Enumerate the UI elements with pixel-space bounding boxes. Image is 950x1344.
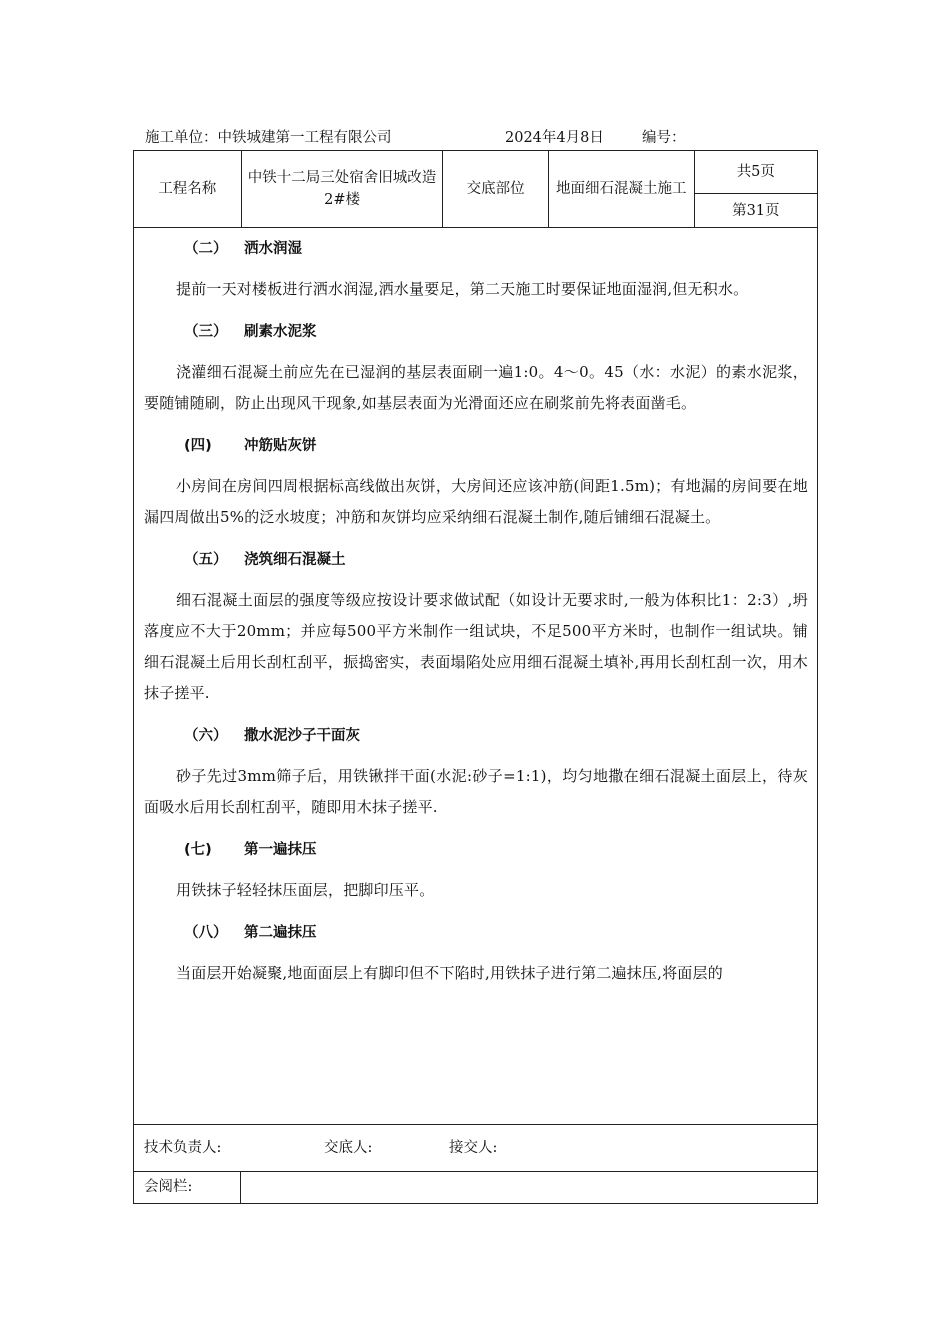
section-number: (七) [184,842,212,858]
receiver-label: 接交人: [449,1140,498,1156]
section-heading [144,918,808,948]
project-name-label: 工程名称 [134,151,242,228]
signature-footer [133,1124,818,1204]
section-heading [144,835,808,865]
section-paragraph: 用铁抹子轻轻抹压面层，把脚印压平。 [176,881,435,899]
review-cell [240,1172,818,1203]
section-heading [144,234,808,264]
section-number: （八） [184,925,228,941]
handover-part-value: 地面细石混凝土施工 [548,151,694,228]
section-title: 洒水润湿 [244,241,302,257]
section-paragraph: 当面层开始凝聚,地面面层上有脚印但不下陷时,用铁抹子进行第二遍抹压,将面层的 [176,964,723,982]
section-paragraph: 砂子先过3mm筛子后，用铁锹拌干面(水泥:砂子=1:1)，均匀地撒在细石混凝土面层上，待灰面吸水后用长刮杠刮平，随即用木抹子搓平. [144,767,808,816]
handover-part-label: 交底部位 [443,151,548,228]
section-heading [144,431,808,461]
info-table [133,150,818,228]
page-number: 第31页 [694,194,817,228]
section-number: (四) [184,438,212,454]
section-paragraph: 小房间在房间四周根据标高线做出灰饼，大房间还应该冲筋(间距1.5m)；有地漏的房间要在地漏四周做出5%的泛水坡度；冲筋和灰饼均应采纳细石混凝土制作,随后铺细石混凝土。 [144,477,808,526]
section-number: （六） [184,728,228,744]
section-number: （三） [184,324,228,340]
review-row [134,1172,817,1203]
handover-by-label: 交底人: [324,1140,373,1156]
section-title: 撒水泥沙子干面灰 [244,728,360,744]
review-label: 会阅栏: [144,1179,193,1195]
construction-unit: 施工单位：中铁城建第一工程有限公司 [145,130,392,146]
section-number: （二） [184,241,228,257]
total-pages: 共5页 [694,151,817,194]
document-header [145,127,825,149]
section-title: 冲筋贴灰饼 [244,438,317,454]
section-heading [144,317,808,347]
signature-row [134,1125,817,1172]
section-heading [144,545,808,575]
section-title: 第一遍抹压 [244,842,317,858]
section-number: （五） [184,552,228,568]
project-name-value: 中铁十二局三处宿舍旧城改造2#楼 [241,151,443,228]
section-title: 第二遍抹压 [244,925,317,941]
section-title: 浇筑细石混凝土 [244,552,346,568]
document-number-label: 编号： [642,130,686,146]
document-date: 2024年4月8日 [505,130,604,146]
content-box [133,226,818,1125]
section-paragraph: 浇灌细石混凝土前应先在已湿润的基层表面刷一遍1:0。4～0。45（水：水泥）的素水泥浆，要随铺随刷，防止出现风干现象,如基层表面为光滑面还应在刷浆前先将表面凿毛。 [144,363,808,412]
section-paragraph: 细石混凝土面层的强度等级应按设计要求做试配（如设计无要求时,一般为体积比1：2:3）,坍落度应不大于20mm；并应每500平方米制作一组试块，不足500平方米时，也制作一组试块。铺细石混凝土后用长刮杠刮平，振捣密实，表面塌陷处应用细石混凝土填补,再用长刮杠刮一次，用木抹子搓平. [144,591,808,702]
content-body [144,234,808,1001]
section-title: 刷素水泥浆 [244,324,317,340]
section-paragraph: 提前一天对楼板进行洒水润湿,洒水量要足，第二天施工时要保证地面湿润,但无积水。 [176,280,749,298]
tech-lead-label: 技术负责人: [144,1140,222,1156]
section-heading [144,721,808,751]
